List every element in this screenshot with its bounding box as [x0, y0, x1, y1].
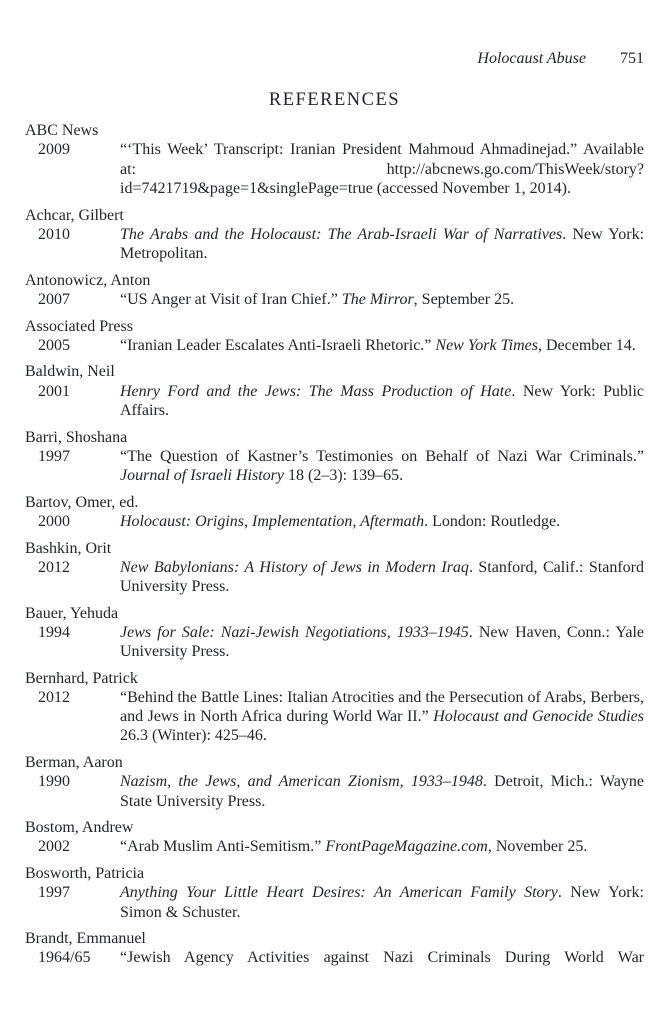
reference-year: 2007: [38, 290, 70, 308]
reference-entry: [25, 864, 644, 922]
reference-year: 2002: [38, 838, 70, 856]
reference-author: Baldwin, Neil: [25, 363, 115, 381]
citation-text-segment: , November 25.: [487, 838, 588, 856]
reference-body: [25, 290, 644, 309]
reference-citation: [120, 948, 644, 967]
reference-year: 1997: [38, 884, 70, 902]
citation-text-segment: “Jewish Agency Activities against Nazi Criminals During World War: [120, 949, 644, 967]
reference-year: 2012: [38, 688, 70, 706]
reference-author: Associated Press: [25, 317, 133, 335]
citation-italic-segment: The Arabs and the Holocaust: The Arab-Israeli War of Narratives: [120, 225, 563, 243]
reference-body: [25, 140, 644, 198]
reference-citation: [120, 382, 644, 420]
reference-entry: [25, 493, 644, 531]
reference-citation: [120, 140, 644, 198]
citation-italic-segment: The Mirror: [341, 290, 414, 308]
reference-body: [25, 225, 644, 263]
citation-italic-segment: New York Times: [435, 336, 538, 354]
reference-year: 2005: [38, 336, 70, 354]
reference-citation: [120, 225, 644, 263]
citation-text-segment: “Iranian Leader Escalates Anti-Israeli Rhetoric.”: [120, 336, 436, 354]
reference-entry: [25, 753, 644, 811]
reference-body: [25, 512, 644, 531]
reference-author: Bostom, Andrew: [25, 819, 134, 837]
citation-text-segment: , September 25.: [413, 290, 515, 308]
citation-text-segment: . Stanford, Calif.: Stanford University Press.: [120, 558, 644, 595]
reference-year: 2001: [38, 382, 70, 400]
citation-italic-segment: Jews for Sale: Nazi-Jewish Negotiations, 1933–1945: [120, 623, 469, 641]
page-number: 751: [620, 50, 644, 67]
references-heading: REFERENCES: [268, 90, 401, 111]
citation-text-segment: “Arab Muslim Anti-Semitism.”: [120, 838, 326, 856]
citation-italic-segment: Anything Your Little Heart Desires: An American Family Story: [120, 884, 558, 902]
reference-entry: [25, 317, 644, 355]
citation-text-segment: . New York: Metropolitan.: [120, 225, 645, 262]
reference-body: [25, 623, 644, 661]
citation-italic-segment: Henry Ford and the Jews: The Mass Production of Hate: [120, 382, 512, 400]
reference-citation: [120, 772, 644, 810]
reference-body: [25, 336, 644, 355]
citation-text-segment: . New York: Simon & Schuster.: [120, 884, 645, 921]
reference-author: Bernhard, Patrick: [25, 669, 138, 687]
reference-entry: [25, 539, 644, 597]
citation-text-segment: . New Haven, Conn.: Yale University Press.: [120, 623, 645, 661]
reference-body: [25, 688, 644, 746]
reference-year: 2012: [38, 558, 70, 576]
reference-author: Antonowicz, Anton: [25, 271, 151, 289]
citation-italic-segment: Holocaust: Origins, Implementation, Aftermath: [120, 512, 425, 530]
citation-italic-segment: New Babylonians: A History of Jews in Modern Iraq: [120, 558, 469, 576]
reference-citation: [120, 336, 644, 355]
reference-year: 1990: [38, 773, 70, 791]
running-head-title: Holocaust Abuse: [477, 50, 586, 67]
reference-citation: [120, 447, 644, 485]
reference-author: Bauer, Yehuda: [25, 604, 119, 622]
reference-entry: [25, 929, 644, 967]
reference-author: Berman, Aaron: [25, 754, 123, 772]
reference-author: ABC News: [25, 122, 99, 140]
reference-entry: [25, 271, 644, 309]
reference-year: 1964/65: [38, 949, 91, 967]
reference-author: Achcar, Gilbert: [25, 206, 124, 224]
citation-text-segment: “US Anger at Visit of Iran Chief.”: [120, 290, 342, 308]
citation-text-segment: 18 (2–3): 139–65.: [284, 466, 404, 484]
reference-body: [25, 382, 644, 420]
reference-citation: [120, 512, 644, 531]
citation-italic-segment: Journal of Israeli History: [120, 466, 284, 484]
reference-author: Bashkin, Orit: [25, 539, 112, 557]
reference-citation: [120, 558, 644, 596]
citation-text-segment: . Detroit, Mich.: Wayne State University Press.: [120, 773, 644, 810]
citation-text-segment: , December 14.: [537, 336, 636, 354]
reference-entry: [25, 362, 644, 420]
citation-text-segment: 26.3 (Winter): 425–46.: [120, 727, 267, 745]
citation-italic-segment: Nazism, the Jews, and American Zionism, 1933–1948: [120, 773, 483, 791]
citation-text-segment: “The Question of Kastner’s Testimonies on Behalf of Nazi War Criminals.”: [120, 447, 644, 465]
reference-year: 2000: [38, 512, 70, 530]
reference-entry: [25, 121, 644, 198]
citation-italic-segment: Holocaust and Genocide Studies: [433, 708, 645, 726]
citation-text-segment: “‘This Week’ Transcript: Iranian President Mahmoud Ahmadinejad.” Available at: http://abcnews.go.com/ThisWeek/​story?id=7421719&page=1&singlePage=true (accessed November 1, 2014).: [120, 141, 644, 197]
citation-text-segment: “Behind the Battle Lines: Italian Atrocities and the Persecution of Arabs, Berbers, and Jews in North Africa during World War II.”: [120, 688, 644, 726]
reference-body: [25, 948, 644, 967]
reference-citation: [120, 883, 644, 921]
reference-year: 2010: [38, 225, 70, 243]
reference-body: [25, 558, 644, 596]
reference-citation: [120, 290, 644, 309]
reference-year: 1997: [38, 447, 70, 465]
reference-citation: [120, 623, 644, 661]
reference-author: Barri, Shoshana: [25, 428, 128, 446]
reference-author: Bosworth, Patricia: [25, 865, 145, 883]
reference-entry: [25, 818, 644, 856]
reference-citation: [120, 837, 644, 856]
citation-text-segment: . New York: Public Affairs.: [120, 382, 645, 419]
reference-entry: [25, 206, 644, 264]
reference-entry: [25, 428, 644, 486]
reference-body: [25, 883, 644, 921]
citation-text-segment: . London: Routledge.: [424, 512, 561, 530]
references-list: [25, 121, 644, 967]
reference-year: 2009: [38, 141, 70, 159]
reference-entry: [25, 604, 644, 662]
reference-author: Bartov, Omer, ed.: [25, 493, 139, 511]
reference-body: [25, 772, 644, 810]
reference-entry: [25, 669, 644, 746]
reference-author: Brandt, Emmanuel: [25, 930, 146, 948]
reference-citation: [120, 688, 644, 746]
running-head: [25, 49, 644, 68]
reference-year: 1994: [38, 623, 70, 641]
citation-italic-segment: FrontPageMagazine.com: [325, 838, 488, 856]
reference-body: [25, 447, 644, 485]
reference-body: [25, 837, 644, 856]
